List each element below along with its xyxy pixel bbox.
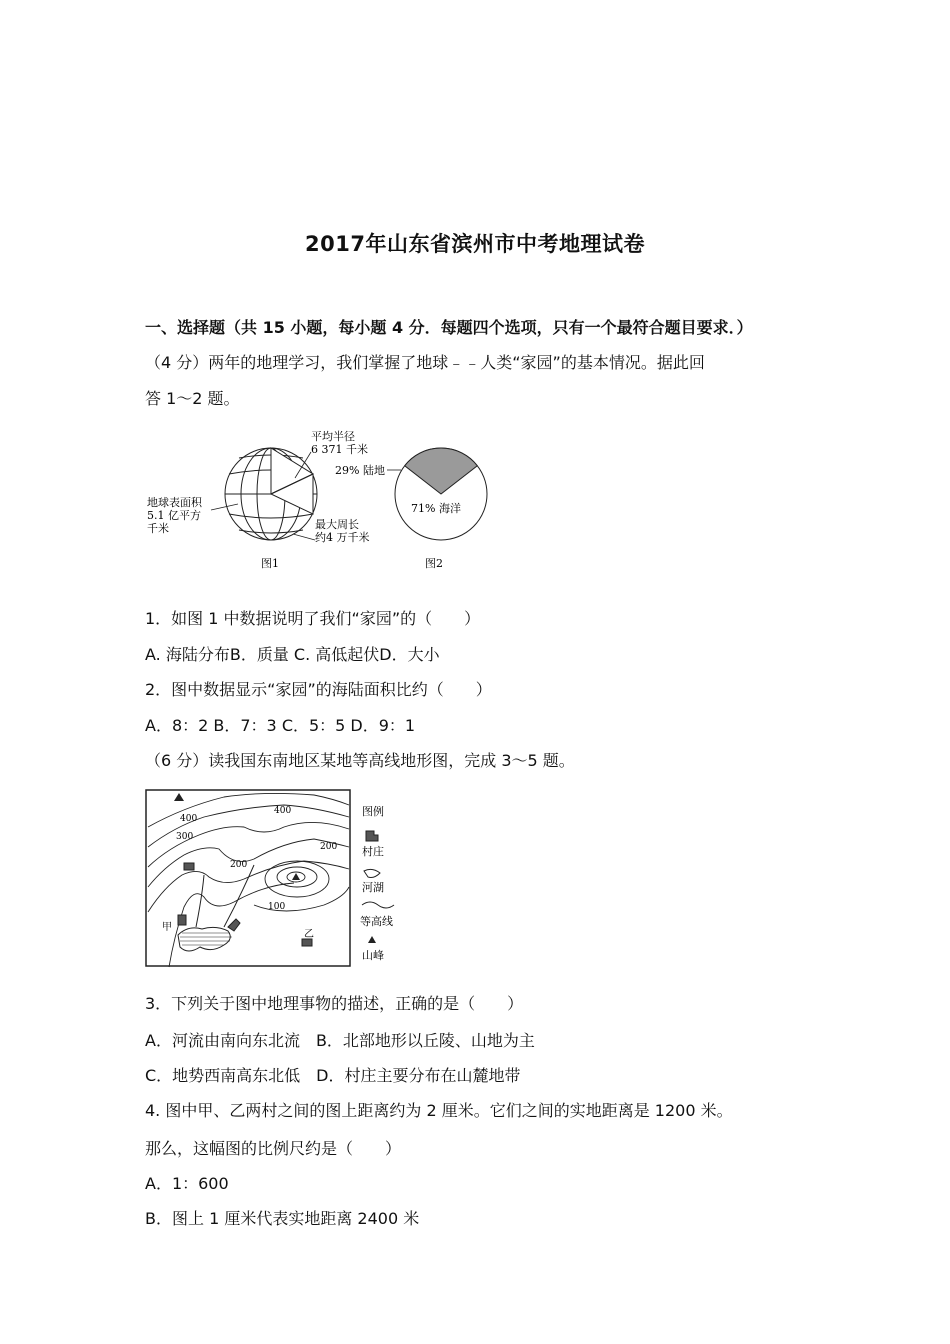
legend-village-icon — [366, 831, 378, 841]
village-label-jia: 甲 — [162, 922, 172, 933]
legend-peak-icon — [368, 936, 376, 943]
contour-label-100: 100 — [268, 902, 286, 912]
contour-label-200a: 200 — [230, 860, 248, 870]
section-heading: 一、选择题（共 15 小题，每小题 4 分．每题四个选项，只有一个最符合题目要求．） — [145, 318, 753, 337]
globe-icon — [225, 448, 317, 540]
intro-line-1: （4 分）两年的地理学习，我们掌握了地球﹣﹣人类“家园”的基本情况。据此回 — [145, 353, 705, 372]
area-label: 地球表面积 — [147, 496, 202, 509]
question-4-option-a: A．1：600 — [145, 1174, 229, 1193]
intro-2: （6 分）读我国东南地区某地等高线地形图，完成 3～5 题。 — [145, 751, 575, 770]
page-title: 2017年山东省滨州市中考地理试卷 — [305, 232, 645, 256]
contour-label-300: 300 — [176, 832, 194, 842]
village-jia — [178, 915, 186, 925]
circumference-value: 约4 万千米 — [315, 531, 370, 544]
area-unit: 千米 — [147, 522, 169, 535]
village-yi — [302, 939, 312, 946]
earth-figure — [143, 422, 493, 577]
question-4-option-b: B．图上 1 厘米代表实地距离 2400 米 — [145, 1209, 420, 1228]
question-4-line-1: 4. 图中甲、乙两村之间的图上距离约为 2 厘米。它们之间的实地距离是 1200 米。 — [145, 1101, 733, 1120]
circumference-label: 最大周长 — [315, 518, 359, 531]
legend-river-icon — [364, 869, 380, 877]
figure2-caption: 图2 — [425, 557, 443, 570]
question-1: 1．如图 1 中数据说明了我们“家园”的（ ） — [145, 609, 481, 628]
contour-label-200b: 200 — [320, 842, 338, 852]
question-2-options: A．8：2 B．7：3 C．5：5 D．9：1 — [145, 716, 416, 735]
question-3-options-ab: A．河流由南向东北流 B．北部地形以丘陵、山地为主 — [145, 1031, 535, 1050]
question-4-line-2: 那么，这幅图的比例尺约是（ ） — [145, 1139, 402, 1158]
land-ocean-pie — [395, 448, 487, 540]
land-label: 29% 陆地 — [335, 464, 385, 477]
radius-label: 平均半径 — [311, 430, 355, 443]
radius-value: 6 371 千米 — [311, 443, 368, 456]
legend-title: 图例 — [362, 805, 384, 818]
area-value: 5.1 亿平方 — [147, 509, 201, 522]
figure1-caption: 图1 — [261, 557, 279, 570]
legend-village: 村庄 — [362, 845, 384, 858]
contour-label-400b: 400 — [274, 806, 292, 816]
question-2: 2．图中数据显示“家园”的海陆面积比约（ ） — [145, 680, 492, 699]
question-3: 3．下列关于图中地理事物的描述，正确的是（ ） — [145, 994, 524, 1013]
intro-line-2: 答 1～2 题。 — [145, 389, 240, 408]
legend-river: 河湖 — [362, 881, 384, 894]
legend-peak: 山峰 — [362, 949, 384, 962]
contour-label-400a: 400 — [180, 814, 198, 824]
question-1-options: A. 海陆分布B．质量 C. 高低起伏D．大小 — [145, 645, 440, 664]
legend-contour-icon — [362, 902, 394, 908]
ocean-label: 71% 海洋 — [411, 502, 461, 515]
legend-contour: 等高线 — [360, 915, 393, 928]
contour-map — [144, 787, 400, 969]
question-3-options-cd: C．地势西南高东北低 D．村庄主要分布在山麓地带 — [145, 1066, 521, 1085]
village-label-yi: 乙 — [304, 929, 314, 940]
